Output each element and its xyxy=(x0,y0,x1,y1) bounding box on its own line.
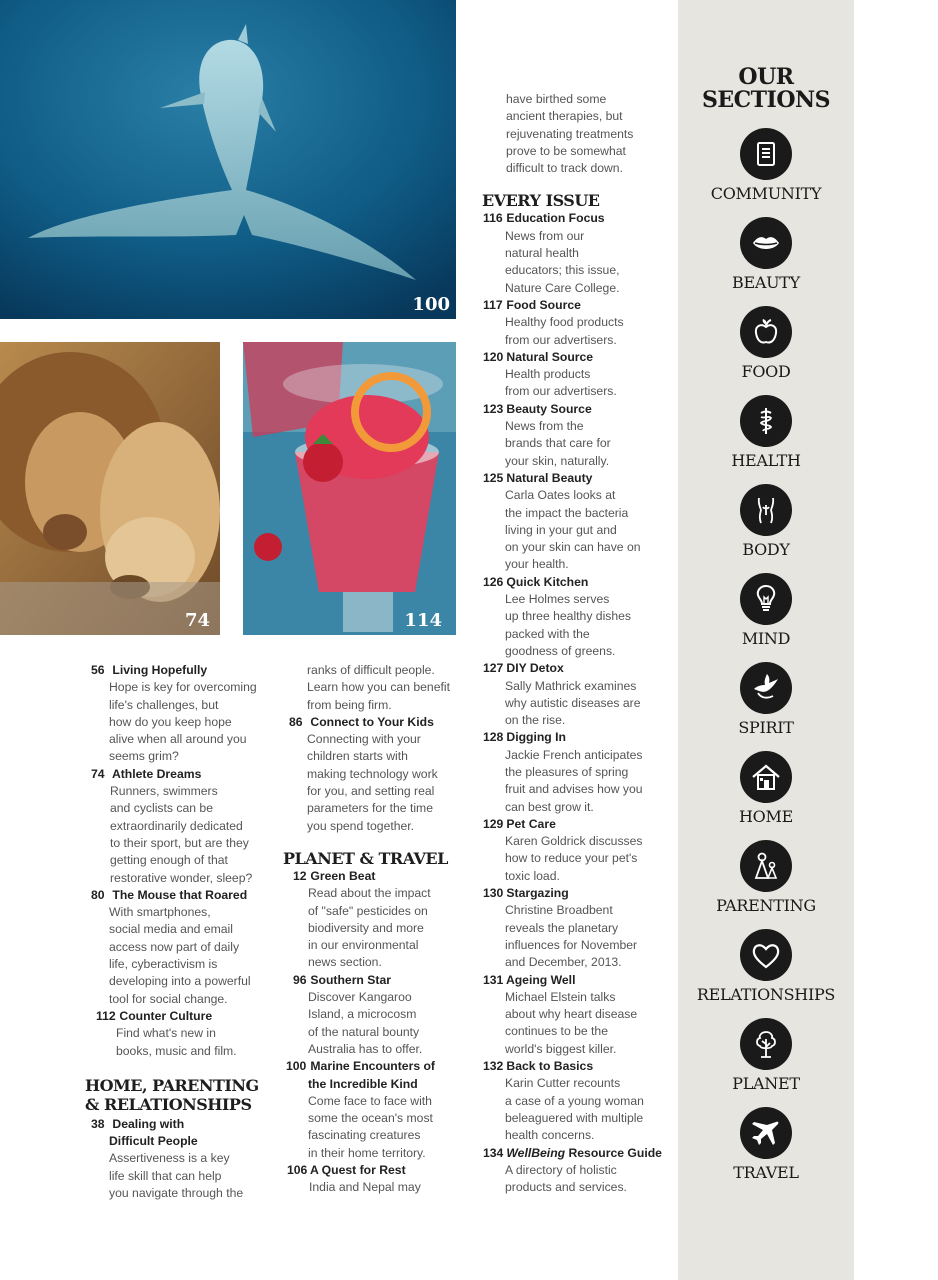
entry-description: News from the brands that care for your skin, naturally. xyxy=(505,419,611,468)
section-heading: EVERY ISSUE xyxy=(482,191,600,211)
entry-description: Discover Kangaroo Island, a microcosm of the natural bounty Australia has to offer. xyxy=(308,990,423,1056)
entry-page-number: 112 xyxy=(96,1008,116,1023)
torso-icon xyxy=(740,484,792,536)
entry-description: Find what's new in books, music and film. xyxy=(116,1026,237,1058)
entry-page-number: 74 xyxy=(91,766,105,781)
photo-page-number: 100 xyxy=(412,294,450,315)
section-heading: HOME, PARENTING & RELATIONSHIPS xyxy=(85,1075,259,1114)
entry-page-number: 86 xyxy=(289,714,303,729)
contents-entry[interactable] xyxy=(483,1058,673,1144)
entry-title: Living Hopefully xyxy=(112,663,208,677)
section-spirit[interactable] xyxy=(678,662,854,737)
contents-entry[interactable] xyxy=(483,210,673,296)
entry-title: Dealing with xyxy=(112,1116,185,1131)
contents-entry[interactable] xyxy=(483,574,673,660)
contents-entry[interactable] xyxy=(289,868,469,972)
entry-description: Michael Elstein talks about why heart disease continues to be the world's biggest killer. xyxy=(505,989,638,1056)
entry-title: Connect to Your Kids xyxy=(310,714,434,729)
entry-description: Come face to face with some the ocean's most fascinating creatures in their home territory. xyxy=(308,1093,433,1160)
lips-icon xyxy=(740,217,792,269)
section-label: COMMUNITY xyxy=(710,184,822,203)
section-food[interactable] xyxy=(678,306,854,381)
entry-description: News from our natural health educators; this issue, Nature Care College. xyxy=(505,228,620,295)
section-label: TRAVEL xyxy=(733,1163,799,1182)
entry-title: Green Beat xyxy=(310,868,376,883)
entry-page-number: 100 xyxy=(286,1059,307,1074)
contents-entry[interactable] xyxy=(91,1116,271,1202)
photo-page-number: 114 xyxy=(404,610,442,631)
entry-page-number: 120 xyxy=(483,349,504,364)
contents-entry[interactable] xyxy=(289,972,469,1058)
entry-description: Read about the impact of "safe" pesticides on biodiversity and more in our environmental news section. xyxy=(308,886,431,970)
entry-title: Stargazing xyxy=(506,886,569,901)
entry-description: Runners, swimmers and cyclists can be extraordinarily dedicated to their sport, but are they getting enough of that restorative wonder, sleep? xyxy=(110,784,253,885)
section-label: PLANET xyxy=(732,1074,800,1093)
entry-title: Food Source xyxy=(506,297,581,312)
contents-entry[interactable] xyxy=(483,660,673,729)
entry-title: Southern Star xyxy=(310,972,391,987)
section-label: BODY xyxy=(742,540,790,559)
entry-page-number: 80 xyxy=(91,887,105,902)
section-health[interactable] xyxy=(678,395,854,470)
entry-description: Carla Oates looks at the impact the bacteria living in your gut and on your skin can have on your health. xyxy=(505,488,641,572)
entry-title: A Quest for Rest xyxy=(309,1163,406,1178)
entry-page-number: 126 xyxy=(483,574,504,589)
section-home[interactable] xyxy=(678,751,854,826)
entry-page-number: 116 xyxy=(483,211,503,226)
entry-description-continued: ranks of difficult people. Learn how you can benefit from being firm. xyxy=(307,663,450,712)
entry-page-number: 129 xyxy=(483,816,504,831)
entry-description: India and Nepal may xyxy=(309,1180,421,1195)
contents-column-2 xyxy=(283,662,469,1197)
contents-entry[interactable] xyxy=(91,887,271,1008)
section-label: BEAUTY xyxy=(732,273,800,292)
contents-entry[interactable] xyxy=(91,662,271,766)
entry-page-number: 128 xyxy=(483,730,504,745)
photo-page-number: 74 xyxy=(184,610,210,631)
section-beauty[interactable] xyxy=(678,217,854,292)
entry-description: Connecting with your children starts with making technology work for you, and setting real parameters for the time you spend together. xyxy=(307,732,438,833)
entry-page-number: 117 xyxy=(483,297,503,312)
contents-entry[interactable] xyxy=(483,885,673,971)
entry-title: The Mouse that Roared xyxy=(112,887,248,902)
apple-icon xyxy=(740,306,792,358)
section-label: SPIRIT xyxy=(738,718,794,737)
house-icon xyxy=(740,751,792,803)
entry-title: Marine Encounters of xyxy=(310,1059,435,1074)
entry-page-number: 127 xyxy=(483,661,504,676)
entry-title: Beauty Source xyxy=(506,401,592,416)
section-parenting[interactable] xyxy=(678,840,854,915)
contents-entry[interactable] xyxy=(289,714,469,835)
airplane-icon xyxy=(740,1107,792,1159)
parent-child-icon xyxy=(740,840,792,892)
section-label: HEALTH xyxy=(731,451,801,470)
section-label: RELATIONSHIPS xyxy=(696,985,836,1004)
entry-description: Healthy food products from our advertisers. xyxy=(505,315,624,347)
entry-title: Pet Care xyxy=(506,816,556,831)
entry-title: Natural Source xyxy=(506,349,594,364)
entry-title: Resource Guide xyxy=(565,1145,662,1160)
entry-description: With smartphones, social media and email access now part of daily life, cyberactivism is developing into a powerful tool for social change. xyxy=(109,905,251,1006)
entry-page-number: 96 xyxy=(293,972,307,987)
contents-column-3 xyxy=(483,91,673,1196)
section-body[interactable] xyxy=(678,484,854,559)
section-label: MIND xyxy=(741,629,791,648)
entry-title: Back to Basics xyxy=(506,1059,594,1074)
entry-title-line-2: the Incredible Kind xyxy=(308,1076,418,1091)
entry-description: Assertiveness is a key life skill that can help you navigate through the xyxy=(109,1151,244,1201)
section-relationships[interactable] xyxy=(678,929,854,1004)
entry-description: Karin Cutter recounts a case of a young woman beleaguered with multiple health concerns. xyxy=(505,1076,644,1143)
entry-title: Digging In xyxy=(506,730,566,745)
entry-page-number: 131 xyxy=(483,972,504,987)
entry-title: Education Focus xyxy=(506,211,605,226)
section-mind[interactable] xyxy=(678,573,854,648)
entry-description: Christine Broadbent reveals the planetary influences for November and December, 2013. xyxy=(505,903,638,970)
tree-icon xyxy=(740,1018,792,1070)
dove-icon xyxy=(740,662,792,714)
section-community[interactable] xyxy=(678,128,854,203)
contents-entry[interactable] xyxy=(483,729,673,815)
granita-photo xyxy=(243,342,456,635)
caduceus-icon xyxy=(740,395,792,447)
entry-title: Counter Culture xyxy=(119,1008,213,1023)
entry-description: Karen Goldrick discusses how to reduce your pet's toxic load. xyxy=(505,834,643,883)
section-label: FOOD xyxy=(741,362,791,381)
entry-title: Ageing Well xyxy=(505,972,576,987)
document-icon xyxy=(740,128,792,180)
section-planet[interactable] xyxy=(678,1018,854,1093)
contents-entry[interactable] xyxy=(483,816,673,885)
entry-page-number: 125 xyxy=(483,470,504,485)
contents-entry[interactable] xyxy=(483,349,673,401)
dolphin-photo xyxy=(0,0,456,319)
entry-description: Lee Holmes serves up three healthy dishes packed with the goodness of greens. xyxy=(505,592,632,658)
entry-page-number: 130 xyxy=(483,886,504,901)
entry-page-number: 12 xyxy=(293,868,307,883)
entry-page-number: 132 xyxy=(483,1059,504,1074)
contents-entry[interactable] xyxy=(91,766,271,887)
lightbulb-icon xyxy=(740,573,792,625)
lions-photo xyxy=(0,342,220,635)
entry-description: Jackie French anticipates the pleasures of spring fruit and advises how you can best grow it. xyxy=(505,747,643,814)
entry-page-number: 134 xyxy=(483,1145,504,1160)
contents-entry[interactable] xyxy=(483,401,673,470)
entry-title: DIY Detox xyxy=(506,661,564,676)
contents-entry[interactable] xyxy=(91,1008,271,1060)
contents-entry[interactable] xyxy=(483,470,673,574)
contents-entry[interactable] xyxy=(483,972,673,1058)
entry-page-number: 123 xyxy=(483,401,504,416)
contents-column-1 xyxy=(85,662,271,1202)
section-label: HOME xyxy=(739,807,793,826)
contents-entry[interactable] xyxy=(483,297,673,349)
entry-description: Sally Mathrick examines why autistic diseases are on the rise. xyxy=(505,678,641,728)
entry-description: Hope is key for overcoming life's challenges, but how do you keep hope alive when all around you seems grim? xyxy=(109,680,257,764)
entry-page-number: 56 xyxy=(91,663,105,677)
entry-title: Athlete Dreams xyxy=(111,766,202,781)
section-label: PARENTING xyxy=(716,896,816,915)
entry-title: Natural Beauty xyxy=(506,470,593,485)
contents-entry[interactable] xyxy=(286,1058,469,1162)
contents-entry[interactable] xyxy=(483,1145,673,1197)
contents-entry[interactable] xyxy=(289,1162,469,1197)
our-sections-sidebar xyxy=(678,0,854,1280)
section-travel[interactable] xyxy=(678,1107,854,1182)
entry-description-continued: have birthed some ancient therapies, but rejuvenating treatments prove to be somewhat difficult to track down. xyxy=(506,92,634,176)
entry-page-number: 38 xyxy=(91,1116,105,1131)
sidebar-title: OUR SECTIONS xyxy=(702,64,830,113)
entry-title: Quick Kitchen xyxy=(506,574,589,589)
entry-title-line-2: Difficult People xyxy=(109,1134,198,1149)
entry-description: Health products from our advertisers. xyxy=(505,367,617,399)
entry-page-number: 106 xyxy=(287,1163,308,1178)
entry-title-italic: WellBeing xyxy=(506,1145,566,1160)
heart-icon xyxy=(740,929,792,981)
entry-description: A directory of holistic products and services. xyxy=(505,1162,627,1195)
section-heading: PLANET & TRAVEL xyxy=(283,848,448,868)
